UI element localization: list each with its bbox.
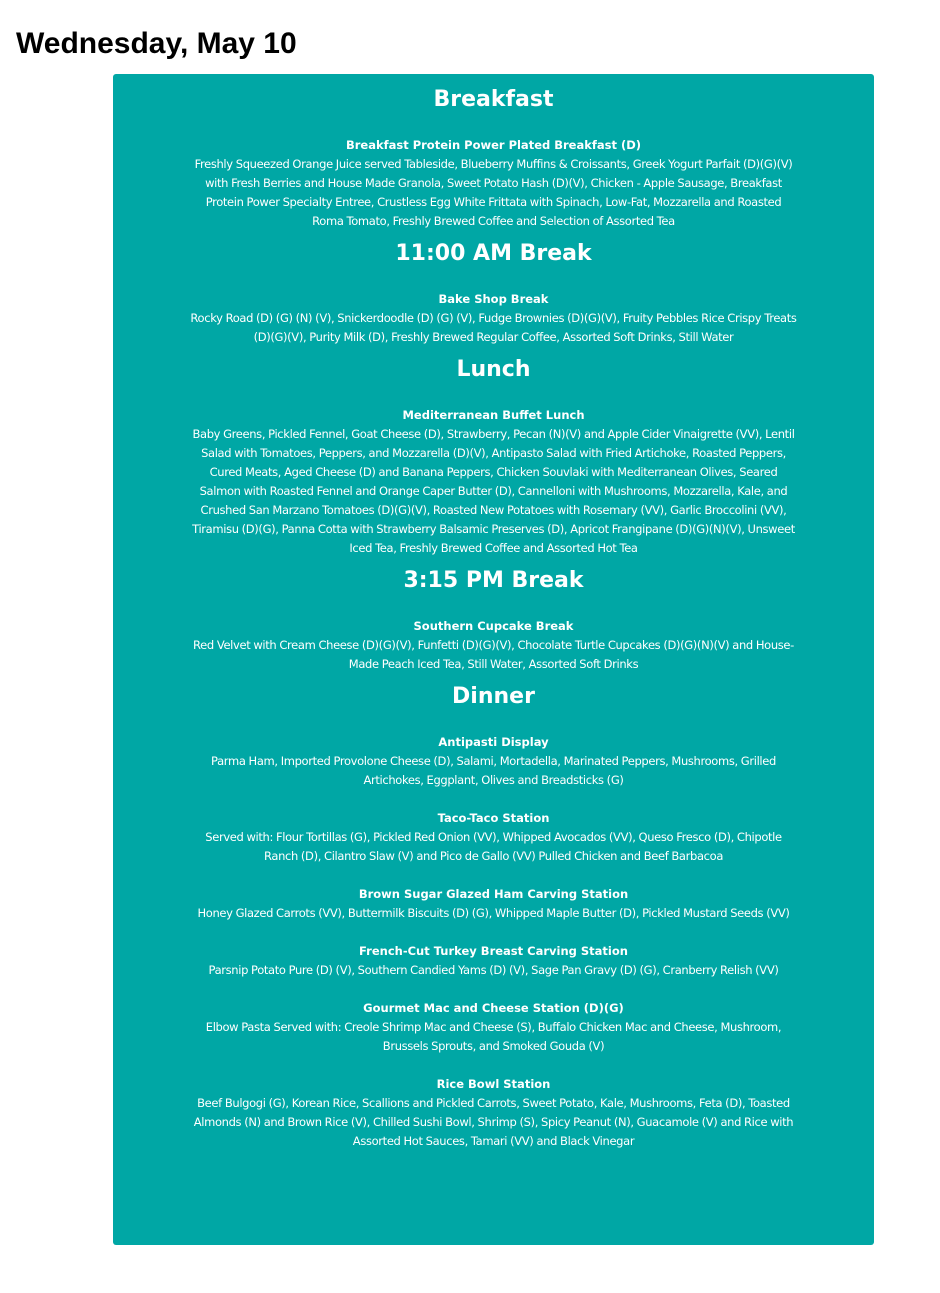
menu-item xyxy=(189,942,798,980)
menu-item xyxy=(189,733,798,790)
menu-item-description: Freshly Squeezed Orange Juice served Tableside, Blueberry Muffins & Croissants, Greek Yogurt Parfait (D)(G)(V) with Fresh Berries and House Made Granola, Sweet Potato Hash (D)(V), Chicken - Apple Sausage, Breakfast Protein Power Specialty Entree, Crustless Egg White Frittata with Spinach, Low-Fat, Mozzarella and Roasted Roma Tomato, Freshly Brewed Coffee and Selection of Assorted Tea xyxy=(194,157,793,228)
meal-section-afternoon-break xyxy=(189,567,798,674)
meal-items xyxy=(189,268,798,347)
menu-item-name: French-Cut Turkey Breast Carving Station xyxy=(359,944,628,958)
menu-item xyxy=(189,809,798,866)
menu-item xyxy=(189,406,798,558)
menu-card xyxy=(113,74,874,1245)
meal-items xyxy=(189,114,798,231)
menu-item-description: Baby Greens, Pickled Fennel, Goat Cheese (D), Strawberry, Pecan (N)(V) and Apple Cider Vinaigrette (VV), Lentil Salad with Tomatoes, Peppers, and Mozzarella (D)(V), Antipasto Salad with Fried Artichoke, Roasted Peppers, Cured Meats, Aged Cheese (D) and Banana Peppers, Chicken Souvlaki with Mediterranean Olives, Seared Salmon with Roasted Fennel and Orange Caper Butter (D), Cannelloni with Mushrooms, Mozzarella, Kale, and Crushed San Marzano Tomatoes (D)(G)(V), Roasted New Potatoes with Rosemary (VV), Garlic Broccolini (VV), Tiramisu (D)(G), Panna Cotta with Strawberry Balsamic Preserves (D), Apricot Frangipane (D)(G)(N)(V), Unsweet Iced Tea, Freshly Brewed Coffee and Assorted Hot Tea xyxy=(192,427,795,555)
meal-section-morning-break xyxy=(189,240,798,347)
menu-item-description: Parma Ham, Imported Provolone Cheese (D), Salami, Mortadella, Marinated Peppers, Mushrooms, Grilled Artichokes, Eggplant, Olives and Breadsticks (G) xyxy=(211,754,776,787)
menu-item-description: Beef Bulgogi (G), Korean Rice, Scallions and Pickled Carrots, Sweet Potato, Kale, Mushrooms, Feta (D), Toasted Almonds (N) and Brown Rice (V), Chilled Sushi Bowl, Shrimp (S), Spicy Peanut (N), Guacamole (V) and Rice with Assorted Hot Sauces, Tamari (VV) and Black Vinegar xyxy=(193,1096,794,1148)
menu-item xyxy=(189,885,798,923)
page-title: Wednesday, May 10 xyxy=(16,27,297,60)
menu-item-name: Brown Sugar Glazed Ham Carving Station xyxy=(358,887,629,901)
meal-heading: Lunch xyxy=(456,357,531,382)
menu-item-description: Parsnip Potato Pure (D) (V), Southern Candied Yams (D) (V), Sage Pan Gravy (D) (G), Cranberry Relish (VV) xyxy=(208,963,779,977)
meal-section-lunch xyxy=(189,356,798,558)
menu-item-name: Southern Cupcake Break xyxy=(413,619,574,633)
meal-heading: 3:15 PM Break xyxy=(403,568,584,593)
menu-item-name: Antipasti Display xyxy=(438,735,549,749)
menu-item-description: Served with: Flour Tortillas (G), Pickled Red Onion (VV), Whipped Avocados (VV), Queso Fresco (D), Chipotle Ranch (D), Cilantro Slaw (V) and Pico de Gallo (VV) Pulled Chicken and Beef Barbacoa xyxy=(205,830,782,863)
menu-item-description: Rocky Road (D) (G) (N) (V), Snickerdoodle (D) (G) (V), Fudge Brownies (D)(G)(V), Fruity Pebbles Rice Crispy Treats (D)(G)(V), Purity Milk (D), Freshly Brewed Regular Coffee, Assorted Soft Drinks, Still Water xyxy=(190,311,797,344)
meal-section-breakfast xyxy=(189,86,798,231)
menu-item xyxy=(189,999,798,1056)
menu-item-description: Honey Glazed Carrots (VV), Buttermilk Biscuits (D) (G), Whipped Maple Butter (D), Pickled Mustard Seeds (VV) xyxy=(197,906,790,920)
meal-section-dinner xyxy=(189,683,798,1151)
meal-items xyxy=(189,595,798,674)
menu-item xyxy=(189,136,798,231)
meal-items xyxy=(189,384,798,558)
meal-heading: Dinner xyxy=(452,684,535,709)
meal-heading: Breakfast xyxy=(433,87,554,112)
menu-item-name: Taco-Taco Station xyxy=(437,811,550,825)
menu-item xyxy=(189,617,798,674)
menu-item xyxy=(189,290,798,347)
menu-item xyxy=(189,1075,798,1151)
menu-item-name: Mediterranean Buffet Lunch xyxy=(402,408,585,422)
meal-heading: 11:00 AM Break xyxy=(395,241,592,266)
menu-item-name: Breakfast Protein Power Plated Breakfast (D) xyxy=(345,138,642,152)
menu-item-name: Bake Shop Break xyxy=(438,292,549,306)
menu-item-description: Elbow Pasta Served with: Creole Shrimp Mac and Cheese (S), Buffalo Chicken Mac and Cheese, Mushroom, Brussels Sprouts, and Smoked Gouda (V) xyxy=(205,1020,782,1053)
meal-items xyxy=(189,711,798,1151)
menu-item-description: Red Velvet with Cream Cheese (D)(G)(V), Funfetti (D)(G)(V), Chocolate Turtle Cupcakes (D)(G)(N)(V) and House-Made Peach Iced Tea, Still Water, Assorted Soft Drinks xyxy=(193,638,794,671)
menu-item-name: Gourmet Mac and Cheese Station (D)(G) xyxy=(363,1001,624,1015)
menu-item-name: Rice Bowl Station xyxy=(436,1077,551,1091)
